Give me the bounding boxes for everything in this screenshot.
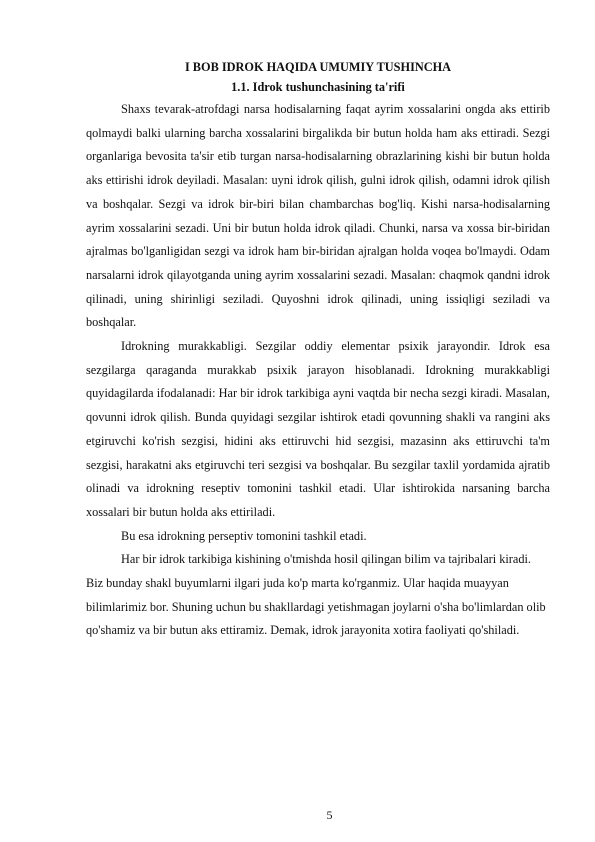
paragraph-4: Har bir idrok tarkibiga kishining o'tmishda hosil qilingan bilim va tajribalari kiradi. Biz bunday shakl buyumlarni ilgari juda ko'p marta ko'rganmiz. Ular haqida muayyan bilimlarimiz bor. Shuning uchun bu shakllardagi yetishmagan joylarni o'sha bo'limlardan olib qo'shamiz va bir butun aks ettiramiz. Demak, idrok jarayonita xotira faoliyati qo'shiladi. xyxy=(86,552,546,638)
paragraph-3: Bu esa idrokning perseptiv tomonini tashkil etadi. xyxy=(121,528,367,543)
chapter-title: I BOB IDROK HAQIDA UMUMIY TUSHINCHA xyxy=(184,60,452,74)
page-number: 5 xyxy=(326,808,333,822)
page-content xyxy=(86,58,550,643)
section-subtitle: 1.1. Idrok tushunchasining ta'rifi xyxy=(231,80,405,94)
paragraph-1: Shaxs tevarak-atrofdagi narsa hodisalarning faqat ayrim xossalarini ongda aks ettirib qolmaydi balki ularning barcha xossalarini birgalikda bir butun holda ham aks ettiradi. Sezgi organlariga bevosita ta'sir etib turgan narsa-hodisalarning obrazlarining kishi bir butun holda aks ettirishi idrok deyiladi. Masalan: uyni idrok qilish, gulni idrok qilish, odamni idrok qilish va boshqalar. Sezgi va idrok bir-biri bilan chambarchas bog'liq. Kishi narsa-hodisalarning ayrim xossalarini sezadi. Uni bir butun holda idrok qiladi. Chunki, narsa va xossa bir-biridan ajralmas bo'lganligidan sezgi va idrok ham bir-biridan ajralgan holda voqea bo'lmaydi. Odam narsalarni idrok qilayotganda uning ayrim xossalarini sezadi. Masalan: chaqmok qandni idrok qilinadi, uning shirinligi seziladi. Quyoshni idrok qilinadi, uning issiqligi seziladi va boshqalar. xyxy=(86,102,550,330)
paragraph-2: Idrokning murakkabligi. Sezgilar oddiy elementar psixik jarayondir. Idrok esa sezgilarga qaraganda murakkab psixik jarayon hisoblanadi. Idrokning murakkabligi quyidagilarda ifodalanadi: Har bir idrok tarkibiga ayni vaqtda bir necha sezgi kiradi. Masalan, qovunni idrok qilish. Bunda quyidagi sezgilar ishtirok etadi qovunning shakli va rangini aks etgiruvchi ko'rish sezgisi, hidini aks ettiruvchi hid sezgisi, mazasinn aks ettiruvchi ta'm sezgisi, harakatni aks etgiruvchi teri sezgisi va boshqalar. Bu sezgilar taxlil yordamida ajratib olinadi va idrokning reseptiv tomonini tashkil etadi. Ular ishtirokida narsaning barcha xossalari bir butun holda aks ettiriladi. xyxy=(86,339,550,519)
